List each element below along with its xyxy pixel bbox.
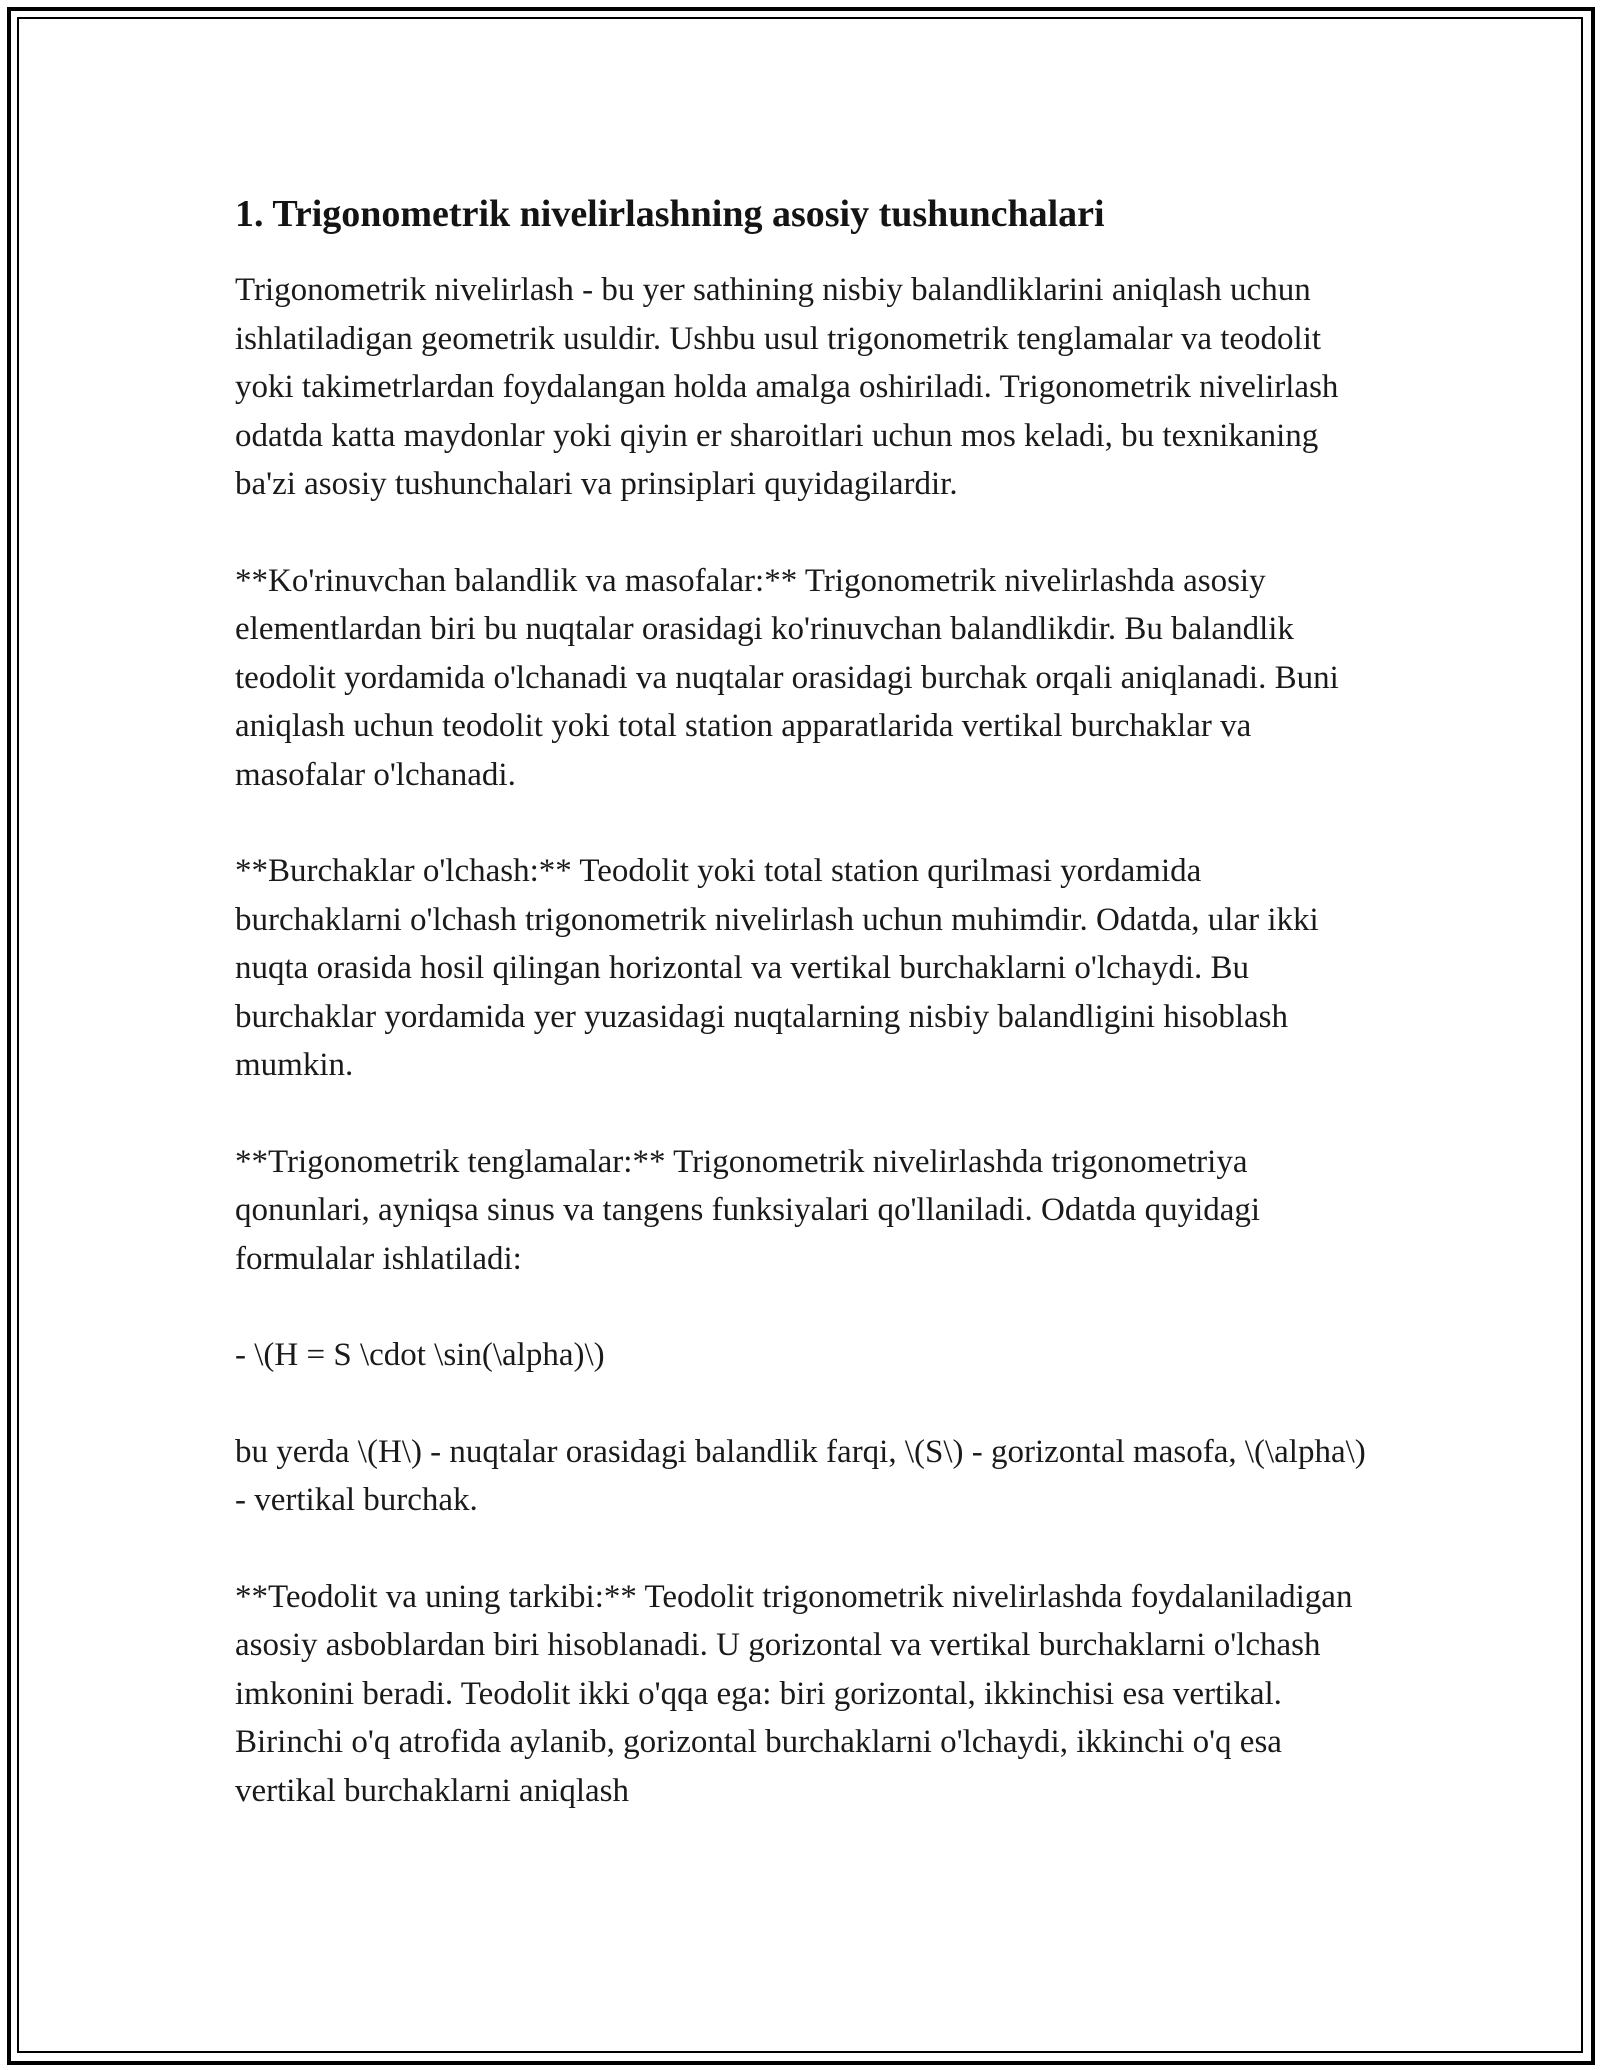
section-heading: 1. Trigonometrik nivelirlashning asosiy tushunchalari [235,193,1105,235]
paragraph-intro: Trigonometrik nivelirlash - bu yer sathining nisbiy balandliklarini aniqlash uchun ishlatiladigan geometrik usuldir. Ushbu usul trigonometrik tenglamalar va teodolit yoki takimetrlardan foydalangan holda amalga oshiriladi. Trigonometrik nivelirlash odatda katta maydonlar yoki qiyin er sharoitlari uchun mos keladi, bu texnikaning ba'zi asosiy tushunchalari va prinsiplari quyidagilardir. [235,272,1339,502]
paragraph-theodolite: **Teodolit va uning tarkibi:** Teodolit trigonometrik nivelirlashda foydalaniladigan asosiy asboblardan biri hisoblanadi. U gorizontal va vertikal burchaklarni o'lchash imkonini beradi. Teodolit ikki o'qqa ega: biri gorizontal, ikkinchisi esa vertikal. Birinchi o'q atrofida aylanib, gorizontal burchaklarni o'lchaydi, ikkinchi o'q esa vertikal burchaklarni aniqlash [235,1578,1353,1809]
paragraph-trig-equations: **Trigonometrik tenglamalar:** Trigonometrik nivelirlashda trigonometriya qonunlari, ayniqsa sinus va tangens funksiyalari qo'llaniladi. Odatda quyidagi formulalar ishlatiladi: [235,1143,1261,1277]
formula-line: - \(H = S \cdot \sin(\alpha)\) [235,1337,605,1373]
document-body [235,182,1375,1815]
paragraph-angle-measurement: **Burchaklar o'lchash:** Teodolit yoki total station qurilmasi yordamida burchaklarni o'lchash trigonometrik nivelirlash uchun muhimdir. Odatda, ular ikki nuqta orasida hosil qilingan horizontal va vertikal burchaklarni o'lchaydi. Bu burchaklar yordamida yer yuzasidagi nuqtalarning nisbiy balandligini hisoblash mumkin. [235,853,1319,1083]
paragraph-formula-explanation: bu yerda \(H\) - nuqtalar orasidagi balandlik farqi, \(S\) - gorizontal masofa, \(\alpha\) - vertikal burchak. [235,1433,1366,1518]
paragraph-visible-height: **Ko'rinuvchan balandlik va masofalar:** Trigonometrik nivelirlashda asosiy elementlardan biri bu nuqtalar orasidagi ko'rinuvchan balandlikdir. Bu balandlik teodolit yordamida o'lchanadi va nuqtalar orasidagi burchak orqali aniqlanadi. Buni aniqlash uchun teodolit yoki total station apparatlarida vertikal burchaklar va masofalar o'lchanadi. [235,562,1339,793]
